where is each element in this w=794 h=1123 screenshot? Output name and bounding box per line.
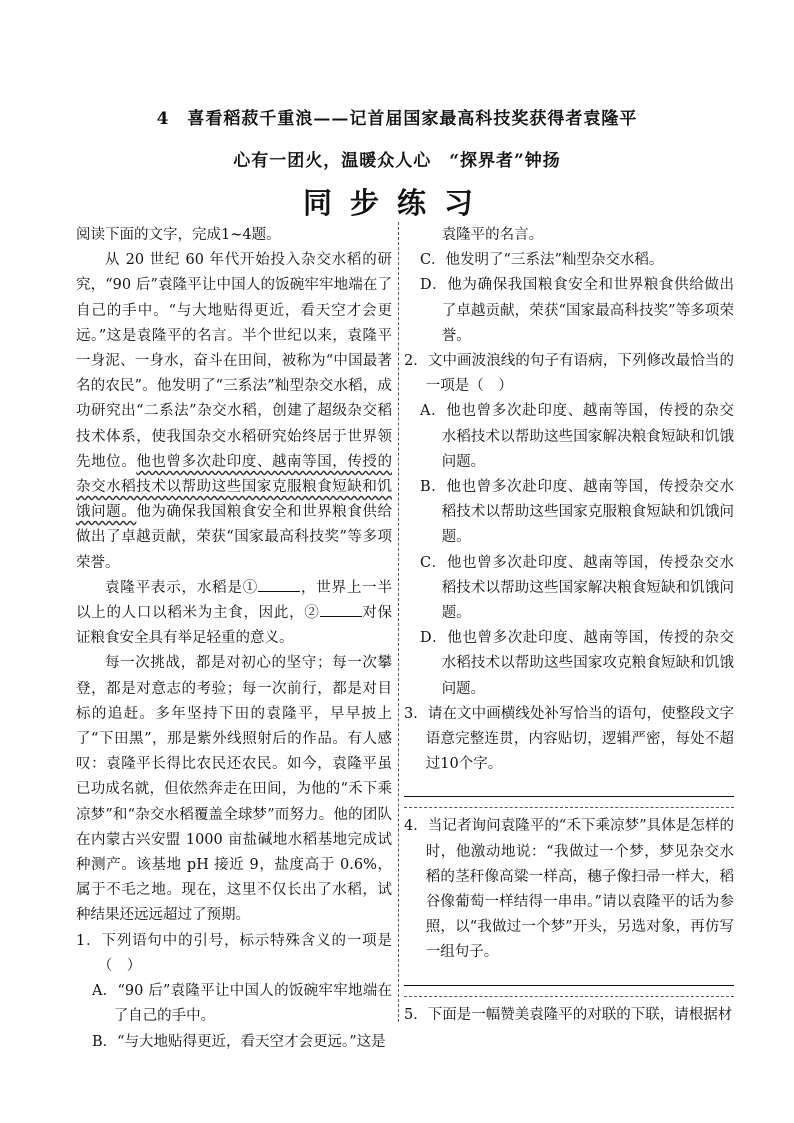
wavy-underlined-sentence: 他也曾多次赴印度、越南等国，传授的杂交水稻技术以帮助这些国家克服粮食短缺和饥饿问题。 <box>76 453 393 521</box>
question-4-stem: 4．当记者询问袁隆平的“禾下乘凉梦”具体是怎样的时，他激动地说：“我做过一个梦，梦见杂交水稻的茎秆像高粱一样高，穗子像扫帚一样大，稻谷像葡萄一样结得一串串。”请以袁隆平的话为参照，以“我做过一个梦”开头，另选对象，再仿写一组句子。 <box>404 818 734 961</box>
passage-paragraph-2 <box>76 576 392 652</box>
passage-paragraph-3: 每一次挑战，都是对初心的坚守；每一次攀登，都是对意志的考验；每一次前行，都是对目标的追赶。多年坚持下田的袁隆平，早早披上了“下田黑”，那是紫外线照射后的作品。有人感叹：袁隆平长得比农民还农民。如今，袁隆平虽已功成名就，但依然奔走在田间，为他的“禾下乘凉梦”和“杂交水稻覆盖全球梦”而努力。他的团队在内蒙古兴安盟 1000 亩盐碱地水稻基地完成试种测产。该基地 pH 接近 9，盐度高于 0.6%，属于不毛之地。现在，这里不仅长出了水稻，试种结果还远远超过了预期。 <box>76 655 392 924</box>
passage-p2-part3: 对保证粮食安全具有举足轻重的意义。 <box>76 605 393 647</box>
left-column <box>76 223 392 1055</box>
question-separator <box>404 996 734 997</box>
question-2-stem: 2．文中画波浪线的句子有语病，下列修改最恰当的一项是（ ） <box>404 353 734 395</box>
passage-p1-tail: 他为确保我国粮食安全和世界粮食供给做出了卓越贡献，荣获“国家最高科技奖”等多项荣誉。 <box>76 504 393 571</box>
answer-line-q4[interactable] <box>404 984 734 986</box>
question-1-option-a[interactable]: A．“90 后”袁隆平让中国人的饭碗牢牢地端在了自己的手中。 <box>91 983 392 1025</box>
lesson-subtitle: 心有一团火，温暖众人心 “探界者”钟扬 <box>233 151 561 171</box>
reading-instruction: 阅读下面的文字，完成1~4题。 <box>76 227 281 243</box>
fill-blank-2[interactable] <box>320 602 362 617</box>
question-5-stem: 5．下面是一幅赞美袁隆平的对联的下联，请根据材 <box>404 1006 733 1023</box>
question-2-option-b[interactable]: B．他也曾多次赴印度、越南等国，传授杂交水稻技术以帮助这些国家克服粮食短缺和饥饿问题。 <box>419 479 734 546</box>
column-divider <box>398 222 399 1022</box>
question-1-option-d[interactable]: D．他为确保我国粮食安全和世界粮食供给做出了卓越贡献，荣获“国家最高科技奖”等多项荣誉。 <box>419 277 734 344</box>
fill-blank-1[interactable] <box>258 577 300 592</box>
question-2-option-a[interactable]: A．他也曾多次赴印度、越南等国，传授的杂交水稻技术以帮助这些国家解决粮食短缺和饥饿问题。 <box>419 403 734 470</box>
passage-p1-text: 从 20 世纪 60 年代开始投入杂交水稻的研究，“90 后”袁隆平让中国人的饭碗牢牢地端在了自己的手中。“与大地贴得更近，看天空才会更远。”这是袁隆平的名言。半个世纪以来，袁隆平一身泥、一身水，奋斗在田间，被称为“中国最著名的农民”。他发明了“三系法”籼型杂交水稻，成功研究出“二系法”杂交水稻，创建了超级杂交稻技术体系，使我国杂交水稻研究始终居于世界领先地位。 <box>76 252 392 470</box>
passage-p2-part1: 袁隆平表示，水稻是① <box>105 579 259 596</box>
question-1-option-b[interactable]: B．“与大地贴得更近，看天空才会更远。”这是 <box>91 1033 386 1050</box>
question-2-option-d[interactable]: D．他也曾多次赴印度、越南等国，传授的杂交水稻技术以帮助这些国家攻克粮食短缺和饥饿问题。 <box>419 630 734 697</box>
right-column <box>404 223 734 1028</box>
section-title: 同步练习 <box>302 186 491 220</box>
lesson-title: 4 喜看稻菽千重浪——记首届国家最高科技奖获得者袁隆平 <box>156 109 638 129</box>
question-1-stem: 1．下列语句中的引号，标示特殊含义的一项是（ ） <box>76 932 392 974</box>
question-3-stem: 3．请在文中画横线处补写恰当的语句，使整段文字语意完整连贯，内容贴切，逻辑严密，每处不超过10个字。 <box>404 705 734 773</box>
passage-p2-part2: ，世界上一半以上的人口以稻米为主食，因此，② <box>76 579 392 622</box>
answer-line-q3[interactable] <box>404 795 734 797</box>
question-1-option-c[interactable]: C．他发明了“三系法”籼型杂交水稻。 <box>419 252 664 269</box>
question-2-option-c[interactable]: C．他也曾多次赴印度、越南等国，传授杂交水稻技术以帮助这些国家解决粮食短缺和饥饿问题。 <box>419 554 734 622</box>
question-separator <box>404 807 734 808</box>
question-1-option-b-continued: 袁隆平的名言。 <box>441 227 544 243</box>
passage-paragraph-1 <box>76 248 392 576</box>
